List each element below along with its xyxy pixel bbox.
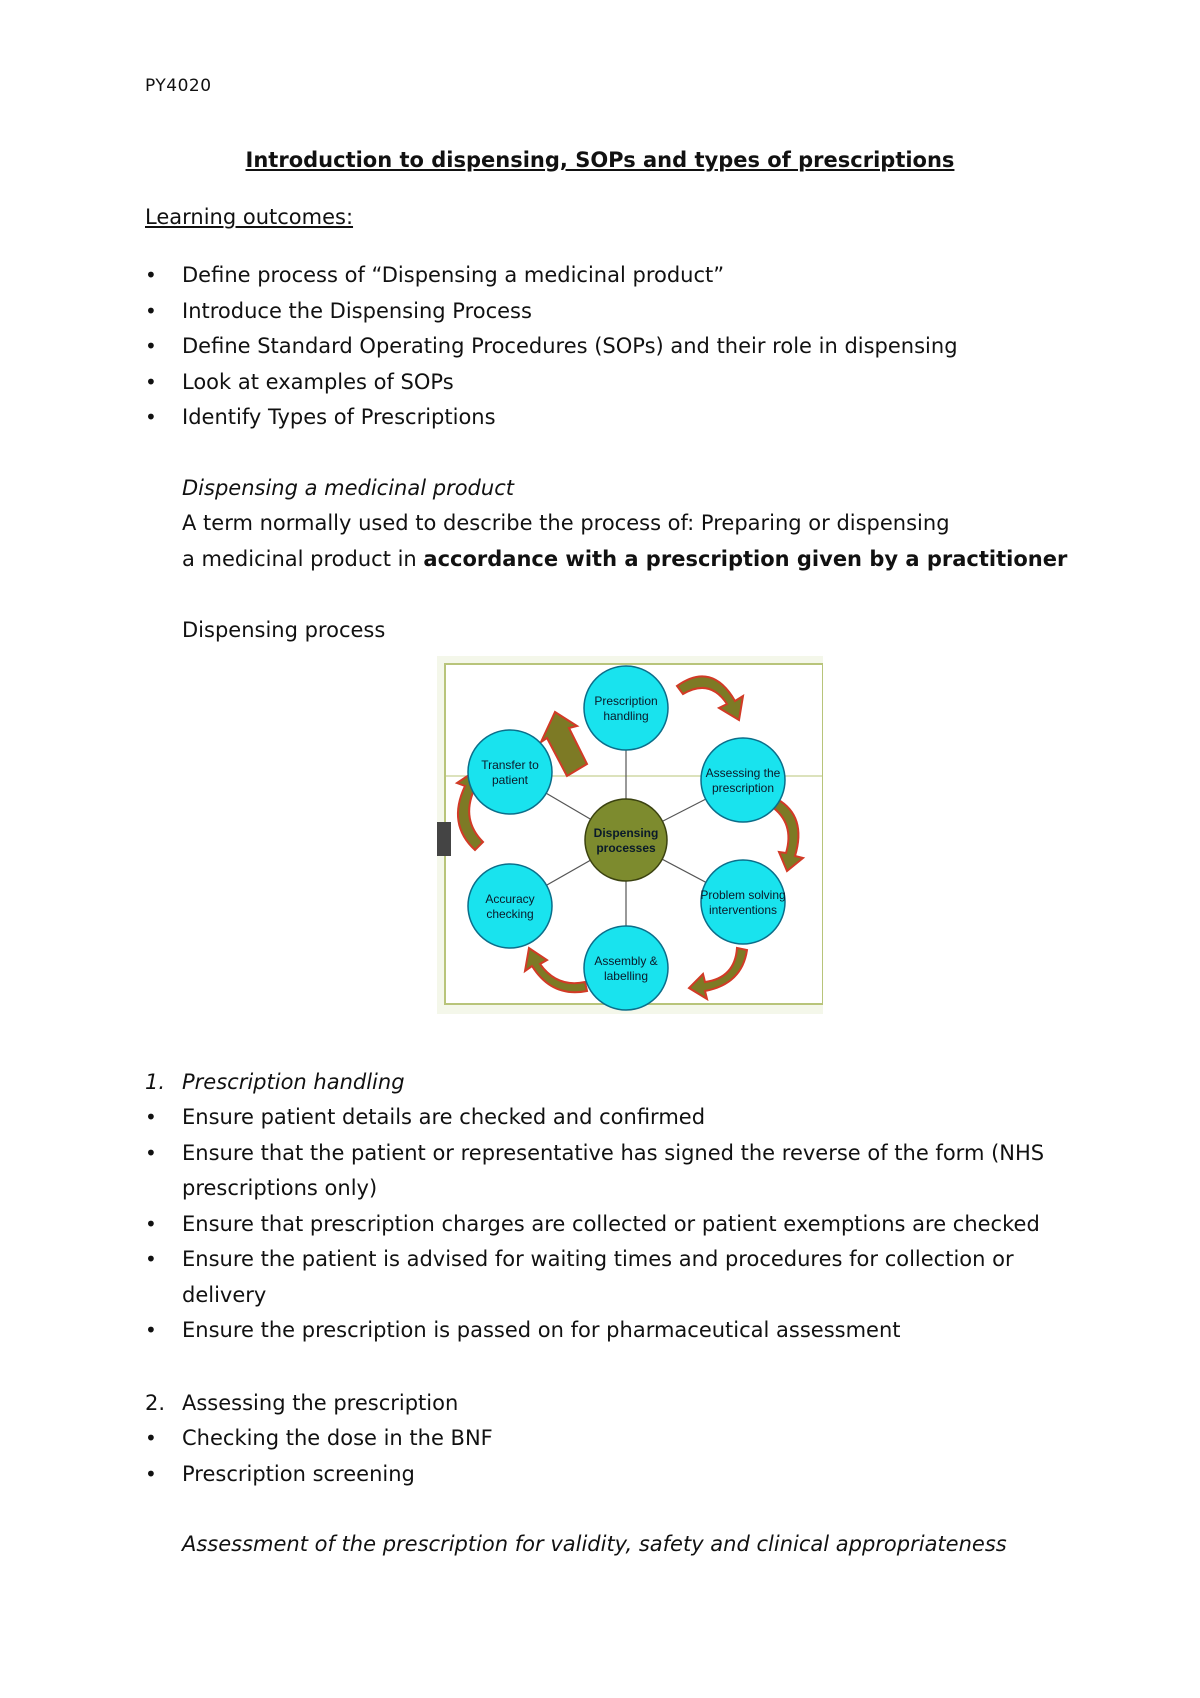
list-item: • Look at examples of SOPs <box>145 365 1085 401</box>
list-item: • Ensure patient details are checked and confirmed <box>145 1100 1085 1136</box>
course-code: PY4020 <box>145 76 212 96</box>
definition-text: a medicinal product in <box>182 547 424 571</box>
diagram-node-label: Transfer to patient <box>481 758 539 787</box>
dispensing-process-diagram <box>437 656 823 1014</box>
list-item: • Prescription screening <box>145 1457 1085 1493</box>
list-item: • Introduce the Dispensing Process <box>145 294 1085 330</box>
section-title: Prescription handling <box>182 1070 405 1094</box>
diagram-node <box>468 864 552 948</box>
definition-line: A term normally used to describe the process of: Preparing or dispensing <box>182 511 950 535</box>
section-heading <box>145 1391 458 1415</box>
diagram-node-label: Accuracy checking <box>485 892 535 921</box>
assessment-note: Assessment of the prescription for validity, safety and clinical appropriateness <box>182 1532 1007 1556</box>
assessing-prescription-list <box>145 1421 1085 1492</box>
diagram-node <box>584 926 668 1010</box>
definition-emphasis: accordance with a prescription given by a practitioner <box>423 547 1068 571</box>
list-item: • Define Standard Operating Procedures (SOPs) and their role in dispensing <box>145 329 1085 365</box>
diagram-center-label: Dispensing processes <box>593 826 659 855</box>
diagram-node-label: Problem solving interventions <box>700 888 786 917</box>
section-heading <box>145 1070 405 1094</box>
diagram-node-label: Assembly & labelling <box>594 954 658 983</box>
section-number: 2. <box>145 1391 166 1415</box>
section-number: 1. <box>145 1070 166 1094</box>
section-title: Assessing the prescription <box>182 1391 459 1415</box>
definition-heading: Dispensing a medicinal product <box>182 476 514 500</box>
list-item: • Checking the dose in the BNF <box>145 1421 1085 1457</box>
diagram-node <box>468 730 552 814</box>
diagram-node <box>584 666 668 750</box>
list-item: • Ensure that prescription charges are collected or patient exemptions are checked <box>145 1207 1085 1243</box>
learning-outcomes-list <box>145 258 1085 436</box>
diagram-center-node <box>585 799 667 881</box>
diagram-node <box>701 738 785 822</box>
diagram-node-label: Assessing the prescription <box>705 766 781 795</box>
dispensing-process-heading: Dispensing process <box>182 618 386 642</box>
diagram-marker <box>437 822 451 856</box>
diagram-node-label: Prescription handling <box>594 694 658 723</box>
list-item: • Ensure the prescription is passed on for pharmaceutical assessment <box>145 1313 1085 1349</box>
learning-outcomes-heading: Learning outcomes: <box>145 205 354 229</box>
page-title: Introduction to dispensing, SOPs and types of prescriptions <box>245 148 955 172</box>
diagram-node <box>701 860 785 944</box>
list-item: • Ensure the patient is advised for waiting times and procedures for collection or delivery <box>145 1242 1085 1313</box>
list-item: • Define process of “Dispensing a medicinal product” <box>145 258 1085 294</box>
list-item: • Ensure that the patient or representative has signed the reverse of the form (NHS prescriptions only) <box>145 1136 1085 1207</box>
definition-line <box>182 547 1082 571</box>
prescription-handling-list <box>145 1100 1085 1349</box>
list-item: • Identify Types of Prescriptions <box>145 400 1085 436</box>
